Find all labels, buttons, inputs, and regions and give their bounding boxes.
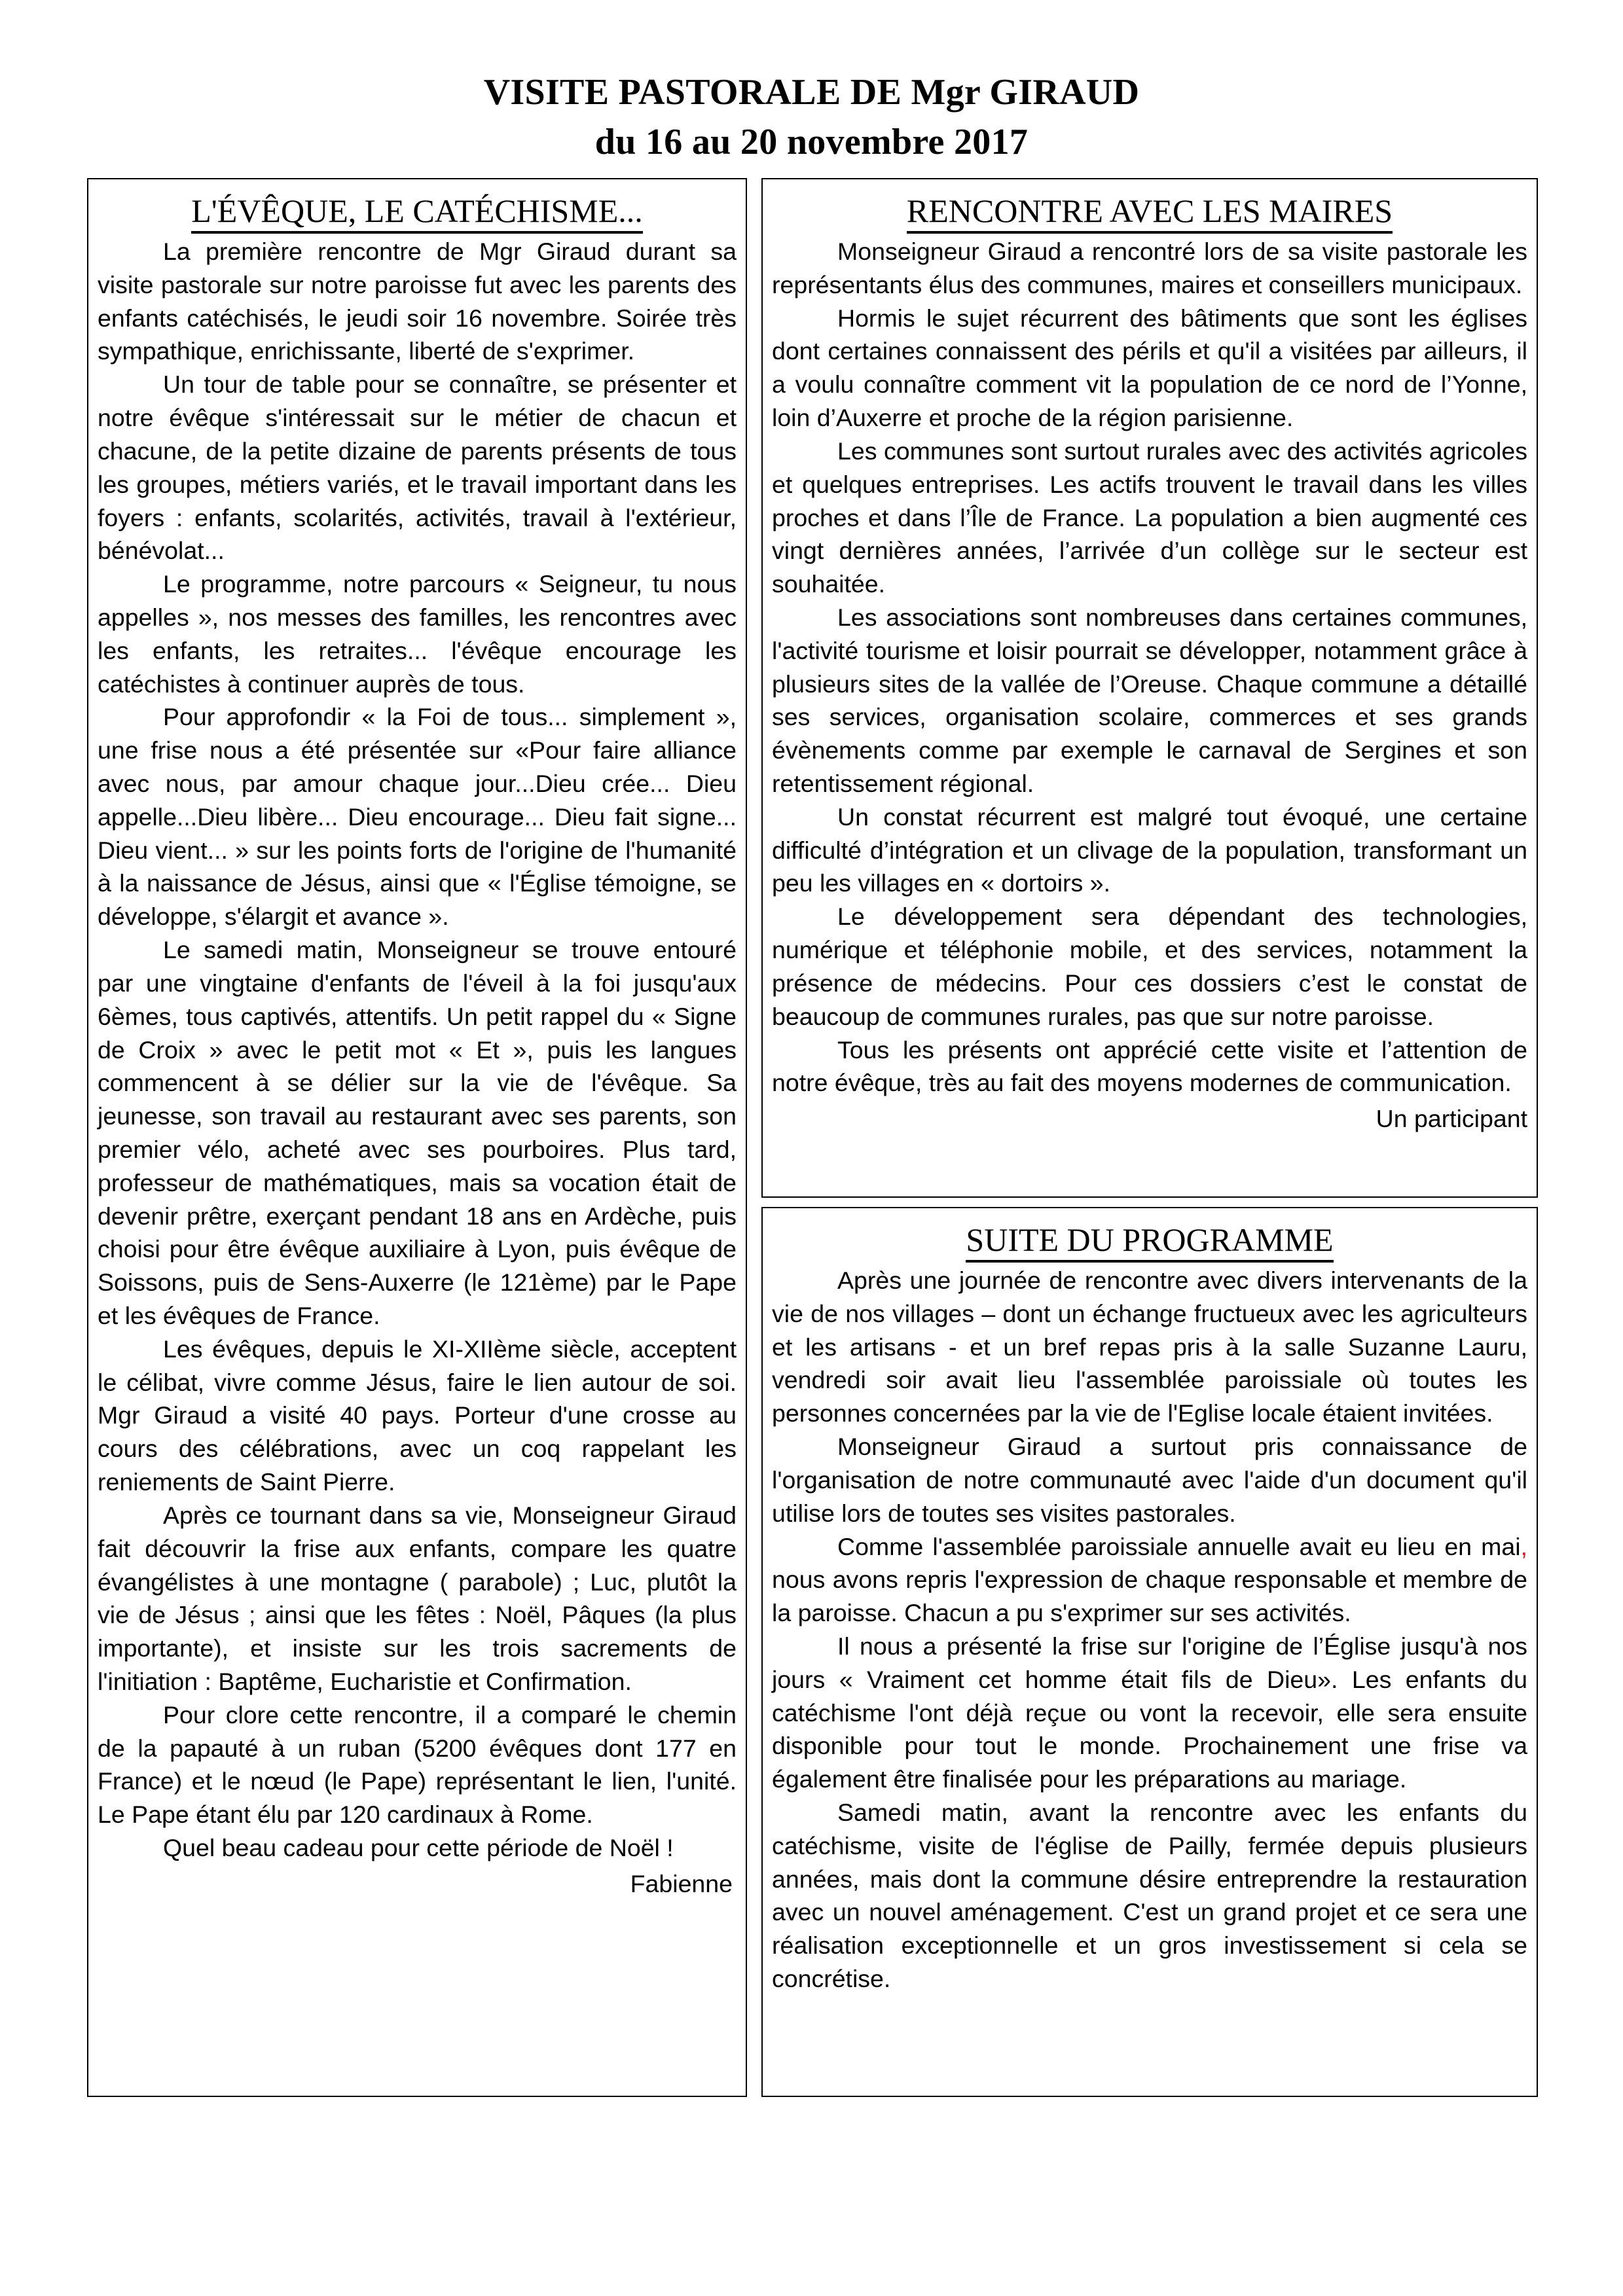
article-box-suite-programme (761, 1207, 1538, 2097)
paragraph-text-after: nous avons repris l'expression de chaque responsable et membre de la paroisse. Chacun a pu s'exprimer sur ses activités. (772, 1566, 1527, 1627)
article-body-suite-programme (772, 1264, 1527, 1996)
section-title-text: L'ÉVÊQUE, LE CATÉCHISME... (191, 192, 643, 234)
paragraph-with-red-mark (772, 1530, 1527, 1630)
right-column (761, 178, 1538, 2097)
paragraph: Quel beau cadeau pour cette période de Noël ! (163, 1834, 674, 1861)
article-box-eveque-catechisme (87, 178, 747, 2097)
paragraph: Les associations sont nombreuses dans certaines communes, l'activité tourisme et loisir pourrait se développer, notamment grâce à plusieurs sites de la vallée de l’Oreuse. Chaque commune a détaillé ses services, organisation scolaire, commerces et ses grands évènements comme par exemple le carnaval de Sergines et son retentissement régional. (772, 603, 1527, 797)
paragraph: Le développement sera dépendant des technologies, numérique et téléphonie mobile, et des services, notamment la présence de médecins. Pour ces dossiers c’est le constat de beaucoup de communes rurales, pas que sur notre paroisse. (772, 903, 1527, 1030)
paragraph: Le samedi matin, Monseigneur se trouve entouré par une vingtaine d'enfants de l'éveil à la foi jusqu'aux 6èmes, tous captivés, attentifs. Un petit rappel du « Signe de Croix » avec le petit mot « Et », puis les langues commencent à se délier sur la vie de l'évêque. Sa jeunesse, son travail au restaurant avec ses parents, son premier vélo, acheté avec ses pourboires. Plus tard, professeur de mathématiques, mais sa vocation était de devenir prêtre, exerçant pendant 18 ans en Ardèche, puis choisi pour être évêque auxiliaire à Lyon, puis évêque de Soissons, puis de Sens-Auxerre (le 121ème) par le Pape et les évêques de France. (98, 936, 737, 1329)
paragraph: Tous les présents ont apprécié cette visite et l’attention de notre évêque, très au fait des moyens modernes de communication. (772, 1035, 1527, 1097)
page-title: VISITE PASTORALE DE Mgr GIRAUD (483, 72, 1140, 113)
paragraph: Pour clore cette rencontre, il a comparé le chemin de la papauté à un ruban (5200 évêques dont 177 en France) et le nœud (le Pape) représentant le lien, l'unité. Le Pape étant élu par 120 cardinaux à Rome. (98, 1700, 737, 1829)
columns-container (87, 178, 1538, 2097)
section-title-text: SUITE DU PROGRAMME (966, 1221, 1333, 1263)
paragraph: Pour approfondir « la Foi de tous... simplement », une frise nous a été présentée sur «Pour faire alliance avec nous, par amour chaque jour...Dieu crée... Dieu appelle...Dieu libère... Dieu encourage... Dieu fait signe... Dieu vient... » sur les points forts de l'origine de l'humanité à la naissance de Jésus, ainsi que « l'Église témoigne, se développe, s'élargit et avance ». (98, 703, 737, 931)
paragraph: Un constat récurrent est malgré tout évoqué, une certaine difficulté d’intégration et un clivage de la population, transformant un peu les villages en « dortoirs ». (772, 802, 1527, 897)
paragraph: Monseigneur Giraud a rencontré lors de sa visite pastorale les représentants élus des communes, maires et conseillers municipaux. (772, 238, 1527, 298)
article-body-eveque-catechisme (98, 235, 737, 1865)
article-body-rencontre-maires (772, 235, 1527, 1100)
paragraph: Hormis le sujet récurrent des bâtiments que sont les églises dont certaines connaissent des périls et qu'il a visitées par ailleurs, il a voulu connaître comment vit la population de ce nord de l’Yonne, loin d’Auxerre et proche de la région parisienne. (772, 304, 1527, 432)
red-comma-mark: , (1520, 1532, 1527, 1560)
left-column (87, 178, 747, 2097)
paragraph: Le programme, notre parcours « Seigneur, tu nous appelles », nos messes des familles, les rencontres avec les enfants, les retraites... l'évêque encourage les catéchistes à continuer auprès de tous. (98, 570, 737, 698)
paragraph: Il nous a présenté la frise sur l'origine de l’Église jusqu'à nos jours « Vraiment cet homme était fils de Dieu». Les enfants du catéchisme l'ont déjà reçue ou vont la recevoir, elle sera ensuite disponible pour tout le monde. Prochainement une frise va également être finalisée pour les préparations au mariage. (772, 1632, 1527, 1793)
section-title-rencontre-maires (772, 185, 1527, 235)
article-signature-participant: Un participant (1376, 1105, 1527, 1133)
paragraph: Monseigneur Giraud a surtout pris connaissance de l'organisation de notre communauté avec l'aide d'un document qu'il utilise lors de toutes ses visites pastorales. (772, 1433, 1527, 1527)
paragraph: Les communes sont surtout rurales avec des activités agricoles et quelques entreprises. Les actifs trouvent le travail dans les villes proches et dans l’Île de France. La population a bien augmenté ces vingt dernières années, l’arrivée d’un collège sur le secteur est souhaitée. (772, 437, 1527, 598)
paragraph: Samedi matin, avant la rencontre avec les enfants du catéchisme, visite de l'église de Pailly, fermée depuis plusieurs années, mais dont la commune désire entreprendre la restauration avec un nouvel aménagement. C'est un grand projet et ce sera une réalisation exceptionnelle et un gros investissement si cela se concrétise. (772, 1799, 1527, 1993)
section-title-text: RENCONTRE AVEC LES MAIRES (907, 192, 1393, 234)
page-subtitle: du 16 au 20 novembre 2017 (594, 122, 1029, 163)
section-title-eveque-catechisme (98, 185, 737, 235)
paragraph: La première rencontre de Mgr Giraud durant sa visite pastorale sur notre paroisse fut avec les parents des enfants catéchisés, le jeudi soir 16 novembre. Soirée très sympathique, enrichissante, liberté de s'exprimer. (98, 238, 737, 365)
article-signature-fabienne: Fabienne (630, 1869, 733, 1897)
paragraph: Un tour de table pour se connaître, se présenter et notre évêque s'intéressait sur le métier de chacun et chacune, de la petite dizaine de parents présents de tous les groupes, métiers variés, et le travail important dans les foyers : enfants, scolarités, activités, travail à l'extérieur, bénévolat... (98, 370, 737, 565)
paragraph: Après une journée de rencontre avec divers intervenants de la vie de nos villages – dont un échange fructueux avec les agriculteurs et les artisans - et un bref repas pris à la salle Suzanne Lauru, vendredi soir avait lieu l'assemblée paroissiale où toutes les personnes concernées par la vie de l'Eglise locale étaient invitées. (772, 1266, 1527, 1427)
paragraph: Les évêques, depuis le XI-XIIème siècle, acceptent le célibat, vivre comme Jésus, faire le lien autour de soi. Mgr Giraud a visité 40 pays. Porteur d'une crosse au cours des célébrations, avec un coq rappelant les reniements de Saint Pierre. (98, 1335, 737, 1496)
article-box-rencontre-maires (761, 178, 1538, 1198)
section-title-suite-programme (772, 1213, 1527, 1264)
paragraph-text-before: Comme l'assemblée paroissiale annuelle avait eu lieu en mai (837, 1532, 1521, 1560)
paragraph: Après ce tournant dans sa vie, Monseigneur Giraud fait découvrir la frise aux enfants, compare les quatre évangélistes à une montagne ( parabole) ; Luc, plutôt la vie de Jésus ; ainsi que les fêtes : Noël, Pâques (la plus importante), et insiste sur les trois sacrements de l'initiation : Baptême, Eucharistie et Confirmation. (98, 1501, 737, 1695)
